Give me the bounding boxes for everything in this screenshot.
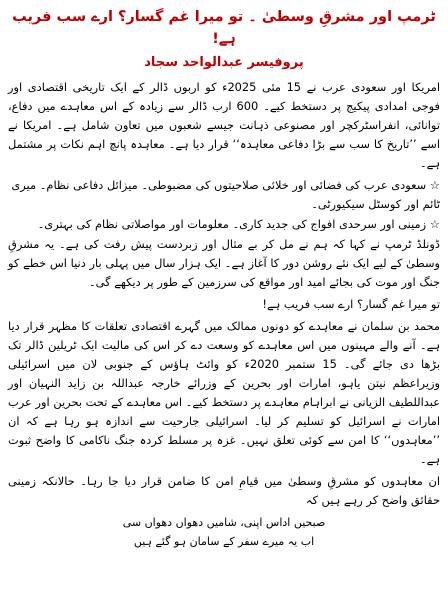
poem-line-1: صبحیں اداس اپنی، شامیں دھواں دھواں سی xyxy=(122,516,326,529)
bullet-point-1: ☆ سعودی عرب کی فضائی اور خلائی صلاحیتوں کی مضبوطی۔ میزائل دفاعی نظام۔ میری ٹائم اور کوسٹل سیکیورٹی۔ xyxy=(11,178,440,211)
quote-line: تو میرا غم گسار؟ ارے سب فریب ہے! xyxy=(262,297,440,311)
paragraph-3: محمد بن سلمان نے معاہدے کو دونوں ممالک میں گہرے اقتصادی تعلقات کا مظہر قرار دیا ہے۔ آنے والے مہینوں میں اس معاہدے کو وسعت دے کر اس کی مالیت ایک ٹریلین ڈالر تک بڑھا دی جائے گی۔ 15 ستمبر 2020ء کو وائٹ ہاؤس کے جنوبی لان میں اسرائیلی وزیراعظم نیتن یاہو، امارات اور بحرین کے وزرائے خارجہ عبداللہ بن زاید النہیان اور عبداللطیف الزیانی نے ابراہام معاہدے پر دستخط کیے۔ اس معاہدے کے تحت بحرین اور عرب امارات نے اسرائیل کو تسلیم کر لیا۔ اسرائیلی جارحیت سے اندازہ ہو رہا ہے کہ ان ’’معاہدوں‘‘ کا امن سے کوئی تعلق نہیں۔ غزہ پر مسلط کردہ جنگ ناکامی کا واضح ثبوت ہے۔ xyxy=(8,319,440,466)
article-title: ٹرمپ اور مشرقِ وسطیٰ ۔ تو میرا غم گسار؟ ارے سب فریب ہے! xyxy=(12,9,436,47)
poem-line-2: اب یہ میرے سفر کے سامان ہو گئے ہیں xyxy=(133,535,315,548)
author-name: پروفیسر عبدالواحد سجاد xyxy=(144,55,304,70)
bullet-point-2: ☆ زمینی اور سرحدی افواج کی جدید کاری۔ معلومات اور مواصلاتی نظام کی بہتری۔ xyxy=(37,217,440,231)
paragraph-2: ڈونلڈ ٹرمپ نے کہا کہ ہم نے مل کر بے مثال اور زبردست پیش رفت کی ہے۔ یہ مشرقِ وسطیٰ کے لیے ایک نئے روشن دور کا آغاز ہے۔ ایک ہزار سال میں پہلی بار دنیا اس خطے کو جنگ اور موت کی بجائے امید اور مواقع کی سرزمین کے طور پر دیکھے گی۔ xyxy=(8,237,440,289)
paragraph-1: امریکا اور سعودی عرب نے 15 مئی 2025ء کو اربوں ڈالر کے ایک تاریخی اقتصادی اور فوجی امدادی پیکیج پر دستخط کیے۔ 600 ارب ڈالر سے زیادہ کے اس معاہدے میں دفاع، توانائی، انفراسٹرکچر اور مصنوعی ذہانت جیسے شعبوں میں تعاون شامل ہے۔ امریکا نے اسے ’’تاریخ کا سب سے بڑا دفاعی معاہدہ‘‘ قرار دیا ہے۔ معاہدہ پانچ اہم نکات پر مشتمل ہے۔ xyxy=(8,80,440,170)
paragraph-4: ان معاہدوں کو مشرقِ وسطیٰ میں قیامِ امن کا ضامن قرار دیا جا رہا۔ حالانکہ زمینی حقائق واضح کر رہے ہیں کہ xyxy=(8,474,440,507)
poem-verse xyxy=(8,513,440,551)
